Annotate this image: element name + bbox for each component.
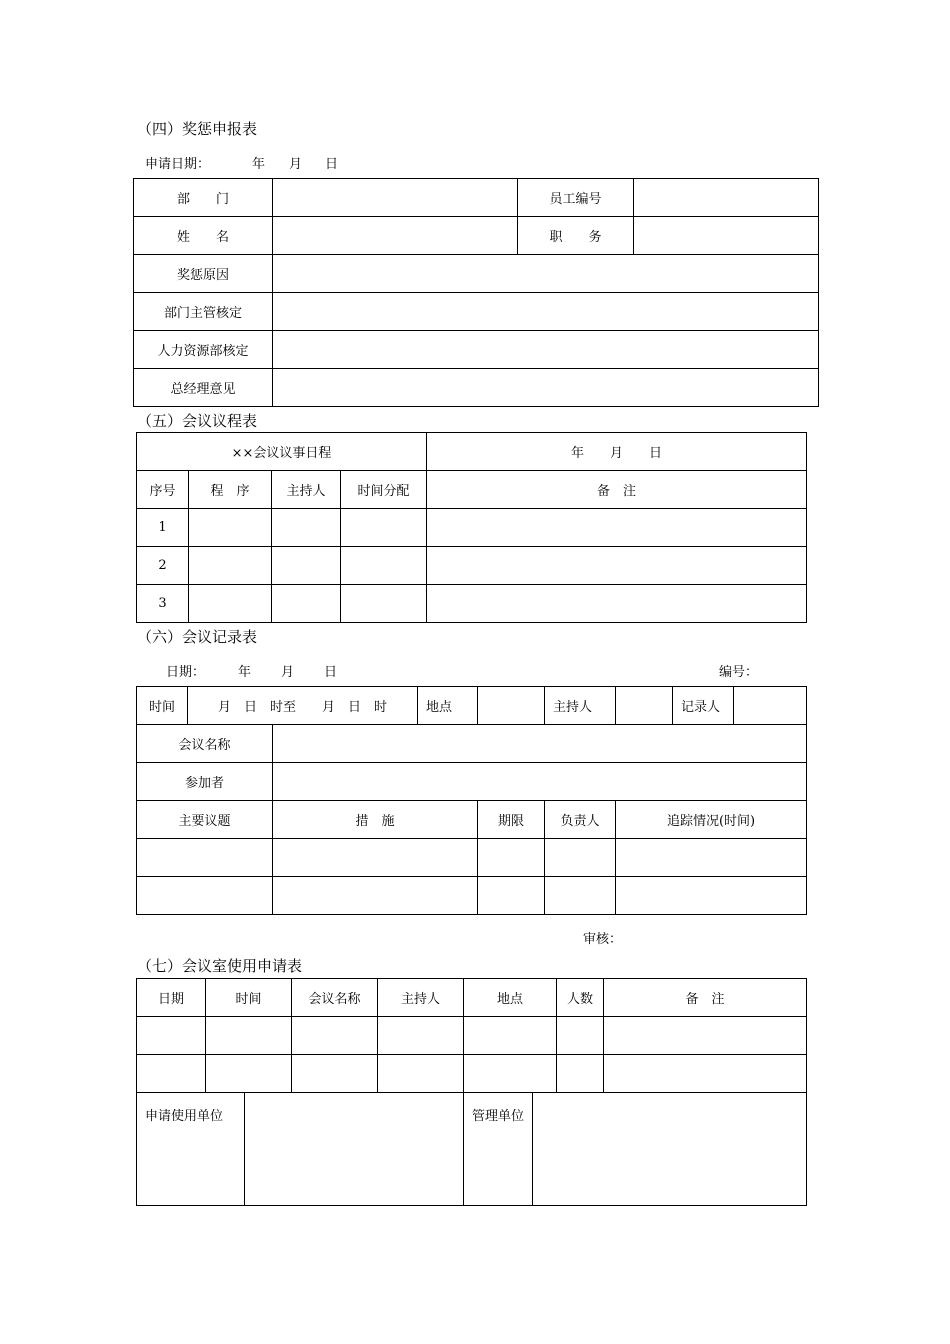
host-field[interactable] [616,687,673,725]
section4-title: （四）奖惩申报表 [137,120,258,138]
table-row [137,839,807,877]
gm-field[interactable] [273,369,819,407]
header-meeting-name: 会议名称 [292,979,378,1017]
place-cell[interactable] [464,1055,557,1093]
section7-title: （七）会议室使用申请表 [137,957,303,975]
position-label: 职 务 [518,217,634,255]
date-cell[interactable] [137,1017,206,1055]
reward-penalty-table [133,178,819,407]
dept-head-label: 部门主管核定 [134,293,273,331]
tracking-cell[interactable] [616,839,807,877]
section5-title: （五）会议议程表 [137,412,258,430]
table-row [137,509,807,547]
header-date: 日期 [137,979,206,1017]
recorder-field[interactable] [734,687,807,725]
applicant-label: 申请使用单位 [137,1093,245,1206]
hr-label: 人力资源部核定 [134,331,273,369]
row-number: 3 [137,585,189,623]
header-tracking: 追踪情况(时间) [616,801,807,839]
header-headcount: 人数 [557,979,604,1017]
section6-date-year: 年 [238,665,252,680]
host-label: 主持人 [545,687,616,725]
name-field[interactable] [273,217,518,255]
remarks-cell[interactable] [427,547,807,585]
section6-date-day: 日 [324,665,338,680]
time-allocation-cell[interactable] [341,547,427,585]
time-cell[interactable] [206,1055,292,1093]
header-measures: 措 施 [273,801,478,839]
place-cell[interactable] [464,1017,557,1055]
emp-no-label: 员工编号 [518,179,634,217]
meeting-record-table [136,686,807,915]
header-seq: 序号 [137,471,189,509]
time-label: 时间 [137,687,188,725]
header-time-allocation: 时间分配 [341,471,427,509]
table-row [137,1017,807,1055]
table-row [137,1055,807,1093]
header-main-topic: 主要议题 [137,801,273,839]
agenda-date: 年 月 日 [427,433,807,471]
host-cell[interactable] [272,585,341,623]
header-remarks: 备 注 [604,979,807,1017]
agenda-title: ××会议议事日程 [137,433,427,471]
topic-cell[interactable] [137,877,273,915]
table-row [137,547,807,585]
place-label: 地点 [418,687,478,725]
measures-cell[interactable] [273,877,478,915]
time-allocation-cell[interactable] [341,585,427,623]
host-cell[interactable] [378,1017,464,1055]
deadline-cell[interactable] [478,877,545,915]
meeting-agenda-table [136,432,807,623]
header-host: 主持人 [272,471,341,509]
review-label: 审核： [583,932,623,947]
host-cell[interactable] [272,547,341,585]
procedure-cell[interactable] [189,509,272,547]
header-remarks: 备 注 [427,471,807,509]
participants-label: 参加者 [137,763,273,801]
participants-field[interactable] [273,763,807,801]
headcount-cell[interactable] [557,1055,604,1093]
header-deadline: 期限 [478,801,545,839]
header-responsible: 负责人 [545,801,616,839]
deadline-cell[interactable] [478,839,545,877]
section4-date-day: 日 [325,157,339,172]
place-field[interactable] [478,687,545,725]
hr-field[interactable] [273,331,819,369]
time-cell[interactable] [206,1017,292,1055]
date-cell[interactable] [137,1055,206,1093]
reason-field[interactable] [273,255,819,293]
remarks-cell[interactable] [604,1017,807,1055]
dept-field[interactable] [273,179,518,217]
host-cell[interactable] [378,1055,464,1093]
row-number: 1 [137,509,189,547]
section4-date-label: 申请日期： [145,157,211,172]
meeting-name-field[interactable] [273,725,807,763]
section4-date-month: 月 [289,157,303,172]
responsible-cell[interactable] [545,877,616,915]
manager-label: 管理单位 [464,1093,533,1206]
emp-no-field[interactable] [634,179,819,217]
header-host: 主持人 [378,979,464,1017]
name-label: 姓 名 [134,217,273,255]
header-time: 时间 [206,979,292,1017]
headcount-cell[interactable] [557,1017,604,1055]
section6-title: （六）会议记录表 [137,628,258,646]
section4-date-year: 年 [252,157,266,172]
topic-cell[interactable] [137,839,273,877]
section6-number-label: 编号： [719,665,759,680]
responsible-cell[interactable] [545,839,616,877]
applicant-field[interactable] [245,1093,464,1206]
meeting-name-cell[interactable] [292,1017,378,1055]
meeting-name-cell[interactable] [292,1055,378,1093]
row-number: 2 [137,547,189,585]
section6-date-month: 月 [281,665,295,680]
host-cell[interactable] [272,509,341,547]
procedure-cell[interactable] [189,585,272,623]
gm-label: 总经理意见 [134,369,273,407]
remarks-cell[interactable] [604,1055,807,1093]
dept-label: 部 门 [134,179,273,217]
header-place: 地点 [464,979,557,1017]
time-range[interactable]: 月 日 时至 月 日 时 [188,687,418,725]
header-procedure: 程 序 [189,471,272,509]
measures-cell[interactable] [273,839,478,877]
meeting-name-label: 会议名称 [137,725,273,763]
procedure-cell[interactable] [189,547,272,585]
position-field[interactable] [634,217,819,255]
room-request-table [136,978,807,1206]
table-row [137,585,807,623]
dept-head-field[interactable] [273,293,819,331]
time-allocation-cell[interactable] [341,509,427,547]
remarks-cell[interactable] [427,509,807,547]
remarks-cell[interactable] [427,585,807,623]
table-row [137,877,807,915]
tracking-cell[interactable] [616,877,807,915]
manager-field[interactable] [533,1093,807,1206]
section6-date-label: 日期： [166,665,206,680]
recorder-label: 记录人 [673,687,734,725]
reason-label: 奖惩原因 [134,255,273,293]
